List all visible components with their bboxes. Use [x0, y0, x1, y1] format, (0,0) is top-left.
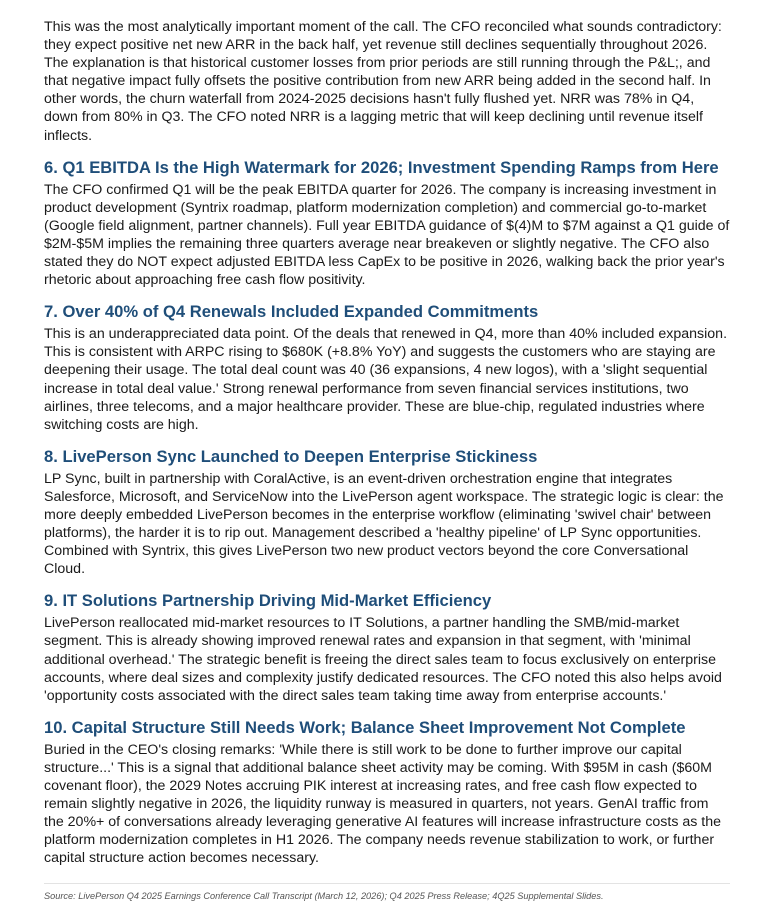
section-heading: 10. Capital Structure Still Needs Work; Balance Sheet Improvement Not Complete — [44, 717, 686, 737]
section-heading: 9. IT Solutions Partnership Driving Mid-Market Efficiency — [44, 591, 492, 611]
intro-paragraph: This was the most analytically important moment of the call. The CFO reconciled what sounds contradictory: they expect positive net new ARR in the back half, yet revenue still declines sequentially throughout 2026. The explanation is that historical customer losses from prior periods are still running through the P&L;, and that negative impact fully offsets the positive contribution from new ARR being added in the second half. In other words, the churn waterfall from 2024-2025 decisions hasn't fully flushed yet. NRR was 78% in Q4, down from 80% in Q3. The CFO noted NRR is a lagging metric that will keep declining until revenue itself inflects. — [44, 19, 722, 144]
section-body: LivePerson reallocated mid-market resources to IT Solutions, a partner handling the SMB/mid-market segment. This is already showing improved renewal rates and expansion in that segment, with 'minimal additional overhead.' The strategic benefit is freeing the direct sales team to focus exclusively on enterprise accounts, where deal sizes and complexity justify dedicated resources. The CFO noted this also helps avoid 'opportunity costs associated with the direct sales team taking time away from enterprise accounts.' — [44, 615, 722, 704]
section-6 — [44, 158, 730, 290]
section-heading: 8. LivePerson Sync Launched to Deepen Enterprise Stickiness — [44, 446, 538, 466]
section-body: LP Sync, built in partnership with CoralActive, is an event-driven orchestration engine that integrates Salesforce, Microsoft, and ServiceNow into the LivePerson agent workspace. The strategic logic is clear: the more deeply embedded LivePerson becomes in the enterprise workflow (eliminating 'swivel chair' between platforms), the harder it is to rip out. Management described a 'healthy pipeline' of LP Sync opportunities. Combined with Syntrix, this gives LivePerson two new product vectors beyond the core Conversational Cloud. — [44, 470, 724, 578]
section-body: This is an underappreciated data point. Of the deals that renewed in Q4, more than 40% included expansion. This is consistent with ARPC rising to $680K (+8.8% YoY) and suggests the customers who are staying are deepening their usage. The total deal count was 40 (36 expansions, 4 new logos), with a 'slight sequential increase in total deal value.' Strong renewal performance from seven financial services institutions, two airlines, three telecoms, and a major healthcare provider. These are blue-chip, regulated industries where switching costs are high. — [44, 326, 728, 433]
source-footnote: Source: LivePerson Q4 2025 Earnings Conference Call Transcript (March 12, 2026); Q4 2025 Press Release; 4Q25 Supplemental Slides. — [44, 891, 604, 902]
section-10 — [44, 718, 730, 868]
footer-divider — [44, 883, 730, 884]
section-7 — [44, 302, 730, 434]
section-body: Buried in the CEO's closing remarks: 'While there is still work to be done to further improve our capital structure...' This is a signal that additional balance sheet activity may be coming. With $95M in cash ($60M covenant floor), the 2029 Notes accruing PIK interest at increasing rates, and free cash flow expected to remain slightly negative in 2026, the liquidity runway is measured in quarters, not years. GenAI traffic from the 20%+ of conversations already leveraging generative AI features will increase infrastructure costs as the platform modernization completes in H1 2026. The company needs revenue stabilization to work, or further capital structure action becomes necessary. — [44, 741, 722, 867]
section-heading: 7. Over 40% of Q4 Renewals Included Expanded Commitments — [44, 302, 539, 322]
section-heading: 6. Q1 EBITDA Is the High Watermark for 2026; Investment Spending Ramps from Here — [44, 157, 719, 177]
section-9 — [44, 591, 730, 704]
section-body: The CFO confirmed Q1 will be the peak EBITDA quarter for 2026. The company is increasing investment in product development (Syntrix roadmap, platform modernization completion) and commercial go-to-market (Google field alignment, partner channels). Full year EBITDA guidance of $(4)M to $7M against a Q1 guide of $2M-$5M implies the remaining three quarters average near breakeven or slightly negative. The CFO also stated they do NOT expect adjusted EBITDA less CapEx to be positive in 2026, walking back the prior year's rhetoric about approaching free cash flow positivity. — [44, 181, 730, 289]
section-8 — [44, 447, 730, 579]
